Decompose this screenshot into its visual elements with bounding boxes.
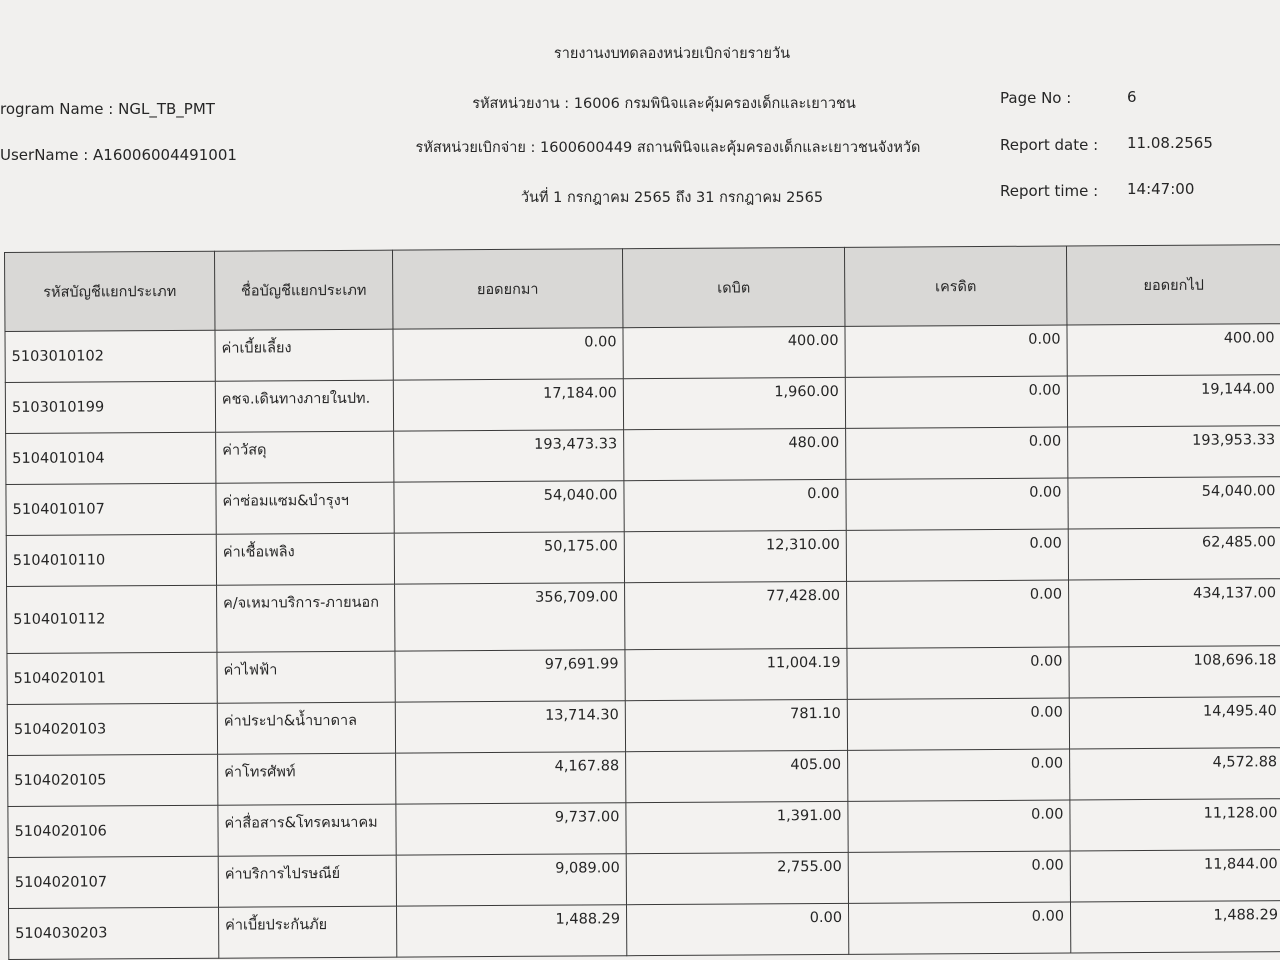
cell-account-code: 5104020107 bbox=[8, 856, 218, 908]
table-row bbox=[8, 748, 1280, 807]
cell-credit: 0.00 bbox=[845, 325, 1067, 377]
date-range: วันที่ 1 กรกฎาคม 2565 ถึง 31 กรกฎาคม 2565 bbox=[520, 190, 824, 206]
cell-closing-balance: 62,485.00 bbox=[1068, 528, 1280, 580]
cell-closing-balance: 14,495.40 bbox=[1069, 697, 1280, 749]
cell-account-name: คชจ.เดินทางภายในปท. bbox=[215, 380, 393, 432]
table-row bbox=[7, 697, 1280, 756]
cell-account-code: 5104010107 bbox=[6, 483, 216, 535]
cell-credit: 0.00 bbox=[848, 902, 1070, 954]
report-time-label: Report time : bbox=[1000, 182, 1099, 200]
table-row bbox=[6, 426, 1280, 485]
cell-account-name: ค่าโทรศัพท์ bbox=[218, 753, 396, 805]
cell-closing-balance: 11,128.00 bbox=[1070, 799, 1280, 851]
page-no-value: 6 bbox=[1127, 88, 1137, 106]
cell-closing-balance: 54,040.00 bbox=[1068, 477, 1280, 529]
cell-account-code: 5103010102 bbox=[5, 330, 215, 382]
cell-opening-balance: 1,488.29 bbox=[397, 905, 627, 957]
table-row bbox=[7, 646, 1280, 705]
page-no-label: Page No : bbox=[1000, 89, 1072, 107]
cell-credit: 0.00 bbox=[848, 851, 1070, 903]
cell-closing-balance: 1,488.29 bbox=[1070, 901, 1280, 953]
cell-credit: 0.00 bbox=[848, 800, 1070, 852]
table-row bbox=[6, 528, 1280, 587]
table-row bbox=[5, 375, 1280, 434]
cell-opening-balance: 356,709.00 bbox=[395, 583, 625, 651]
cell-credit: 0.00 bbox=[847, 580, 1069, 648]
cell-credit: 0.00 bbox=[845, 376, 1067, 428]
disbursing-unit: รหัสหน่วยเบิกจ่าย : 1600600449 สถานพินิจและคุ้มครองเด็กและเยาวชนจังหวัด bbox=[415, 140, 921, 156]
cell-debit: 12,310.00 bbox=[624, 530, 846, 582]
cell-closing-balance: 434,137.00 bbox=[1069, 579, 1280, 647]
report-date-label: Report date : bbox=[1000, 136, 1099, 154]
cell-credit: 0.00 bbox=[847, 647, 1069, 699]
column-header-credit: เครดิต bbox=[844, 246, 1066, 326]
cell-debit: 1,391.00 bbox=[626, 801, 848, 853]
cell-opening-balance: 9,737.00 bbox=[396, 803, 626, 855]
cell-account-name: ค่าไฟฟ้า bbox=[217, 651, 395, 703]
cell-opening-balance: 13,714.30 bbox=[395, 701, 625, 753]
cell-account-code: 5104010112 bbox=[7, 585, 217, 653]
agency-code: รหัสหน่วยงาน : 16006 กรมพินิจและคุ้มครองเด็กและเยาวชน bbox=[472, 96, 856, 112]
column-header-account-name: ชื่อบัญชีแยกประเภท bbox=[214, 250, 392, 330]
cell-opening-balance: 0.00 bbox=[393, 328, 623, 380]
cell-account-name: ค่าเชื้อเพลิง bbox=[216, 533, 394, 585]
cell-account-code: 5104020101 bbox=[7, 652, 217, 704]
cell-closing-balance: 108,696.18 bbox=[1069, 646, 1280, 698]
cell-credit: 0.00 bbox=[847, 698, 1069, 750]
cell-account-name: ค่าบริการไปรษณีย์ bbox=[218, 855, 396, 907]
cell-account-code: 5104020105 bbox=[8, 754, 218, 806]
table-row bbox=[7, 579, 1280, 654]
cell-opening-balance: 50,175.00 bbox=[394, 532, 624, 584]
cell-debit: 0.00 bbox=[626, 903, 848, 955]
cell-account-code: 5104030203 bbox=[9, 907, 219, 959]
cell-opening-balance: 97,691.99 bbox=[395, 650, 625, 702]
cell-closing-balance: 400.00 bbox=[1067, 324, 1280, 376]
cell-account-code: 5104010110 bbox=[6, 534, 216, 586]
table-row bbox=[8, 850, 1280, 909]
trial-balance-table bbox=[4, 244, 1280, 960]
cell-debit: 2,755.00 bbox=[626, 852, 848, 904]
user-name: UserName : A16006004491001 bbox=[0, 146, 237, 164]
table-row bbox=[5, 324, 1280, 383]
cell-debit: 781.10 bbox=[625, 699, 847, 751]
column-header-debit: เดบิต bbox=[622, 247, 844, 327]
cell-account-name: ค่าสื่อสาร&โทรคมนาคม bbox=[218, 804, 396, 856]
cell-credit: 0.00 bbox=[848, 749, 1070, 801]
report-title: รายงานงบทดลองหน่วยเบิกจ่ายรายวัน bbox=[553, 46, 791, 62]
cell-debit: 77,428.00 bbox=[625, 581, 847, 649]
report-date-value: 11.08.2565 bbox=[1127, 134, 1213, 152]
cell-debit: 480.00 bbox=[624, 428, 846, 480]
cell-credit: 0.00 bbox=[846, 427, 1068, 479]
cell-closing-balance: 4,572.88 bbox=[1070, 748, 1280, 800]
table-row bbox=[9, 901, 1280, 960]
cell-credit: 0.00 bbox=[846, 478, 1068, 530]
cell-opening-balance: 17,184.00 bbox=[393, 379, 623, 431]
program-name: rogram Name : NGL_TB_PMT bbox=[0, 100, 215, 118]
cell-debit: 400.00 bbox=[623, 326, 845, 378]
cell-closing-balance: 193,953.33 bbox=[1068, 426, 1280, 478]
cell-account-name: ค่าประปา&น้ำบาดาล bbox=[217, 702, 395, 754]
cell-opening-balance: 9,089.00 bbox=[396, 854, 626, 906]
cell-account-name: ค่าซ่อมแซม&บำรุงฯ bbox=[216, 482, 394, 534]
column-header-closing-balance: ยอดยกไป bbox=[1066, 245, 1280, 325]
cell-account-code: 5104020106 bbox=[8, 805, 218, 857]
report-time-value: 14:47:00 bbox=[1127, 180, 1195, 198]
cell-account-code: 5104010104 bbox=[6, 432, 216, 484]
cell-opening-balance: 54,040.00 bbox=[394, 481, 624, 533]
cell-opening-balance: 4,167.88 bbox=[396, 752, 626, 804]
cell-debit: 405.00 bbox=[626, 750, 848, 802]
cell-closing-balance: 19,144.00 bbox=[1067, 375, 1280, 427]
column-header-account-code: รหัสบัญชีแยกประเภท bbox=[5, 251, 215, 331]
cell-account-name: ค่าเบี้ยเลี้ยง bbox=[215, 329, 393, 381]
cell-account-name: ค/จเหมาบริการ-ภายนอก bbox=[217, 584, 395, 652]
cell-account-name: ค่าวัสดุ bbox=[216, 431, 394, 483]
cell-debit: 0.00 bbox=[624, 479, 846, 531]
cell-credit: 0.00 bbox=[846, 529, 1068, 581]
cell-debit: 1,960.00 bbox=[623, 377, 845, 429]
cell-account-code: 5104020103 bbox=[7, 703, 217, 755]
cell-debit: 11,004.19 bbox=[625, 648, 847, 700]
cell-account-code: 5103010199 bbox=[5, 381, 215, 433]
table-header-row bbox=[5, 245, 1280, 332]
cell-opening-balance: 193,473.33 bbox=[394, 430, 624, 482]
table-row bbox=[6, 477, 1280, 536]
cell-closing-balance: 11,844.00 bbox=[1070, 850, 1280, 902]
table-row bbox=[8, 799, 1280, 858]
column-header-opening-balance: ยอดยกมา bbox=[392, 249, 622, 329]
cell-account-name: ค่าเบี้ยประกันภัย bbox=[219, 906, 397, 958]
